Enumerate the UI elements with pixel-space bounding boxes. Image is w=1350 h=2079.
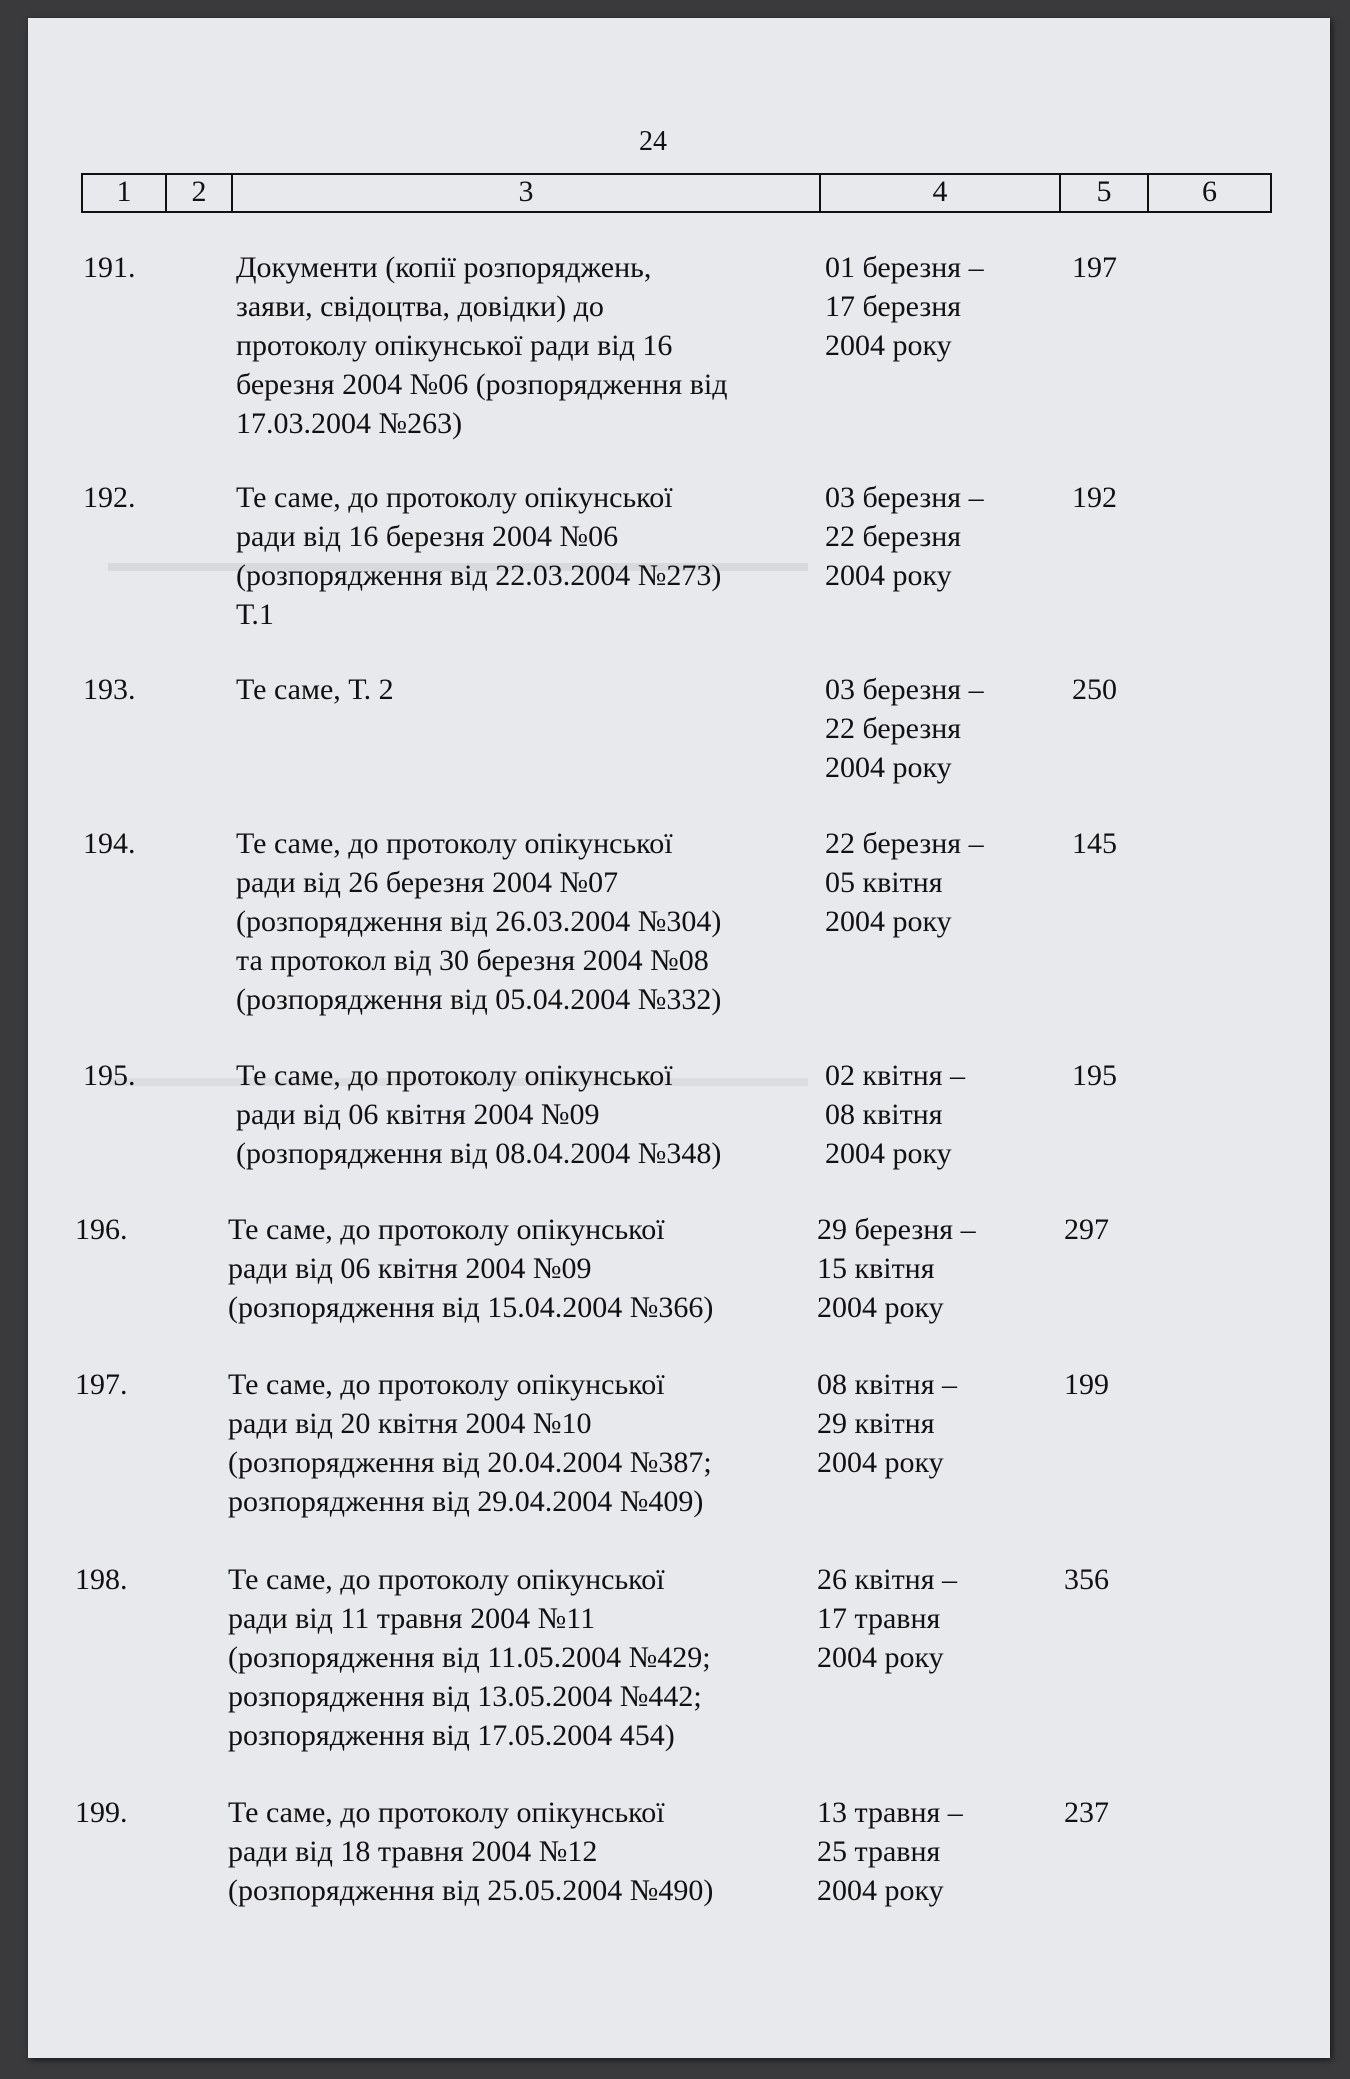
row-title xyxy=(236,248,821,443)
row-title xyxy=(228,1210,813,1327)
row-title-line: Т.1 xyxy=(236,598,274,631)
row-title-line: Те саме, до протоколу опікунської xyxy=(228,1563,665,1596)
row-title-line: ради від 16 березня 2004 №06 xyxy=(236,520,619,553)
row-number: 191. xyxy=(83,251,136,284)
row-date-line: 25 травня xyxy=(817,1835,941,1868)
row-date-line: 01 березня – xyxy=(825,251,984,284)
row-sheet-count: 195 xyxy=(1072,1059,1117,1092)
row-date-line: 15 квітня xyxy=(817,1252,935,1285)
row-title-line: (розпорядження від 22.03.2004 №273) xyxy=(236,559,722,592)
row-sheet-count: 192 xyxy=(1072,481,1117,514)
column-header-1: 1 xyxy=(83,175,167,211)
row-date-line: 26 квітня – xyxy=(817,1563,958,1596)
row-sheet-count: 199 xyxy=(1064,1368,1109,1401)
row-title-line: Те саме, до протоколу опікунської xyxy=(236,827,673,860)
row-date-range xyxy=(817,1793,1017,1910)
row-title-line: Те саме, до протоколу опікунської xyxy=(228,1796,665,1829)
row-title-line: (розпорядження від 20.04.2004 №387; xyxy=(228,1446,712,1479)
row-title-line: 17.03.2004 №263) xyxy=(236,407,463,440)
row-sheet-count: 250 xyxy=(1072,673,1117,706)
row-date-line: 22 березня xyxy=(825,520,962,553)
row-date-line: 13 травня – xyxy=(817,1796,963,1829)
column-header-2: 2 xyxy=(167,175,233,211)
row-date-line: 08 квітня xyxy=(825,1098,943,1131)
column-header-5: 5 xyxy=(1061,175,1149,211)
row-title-line: ради від 06 квітня 2004 №09 xyxy=(236,1098,600,1131)
row-title-line: (розпорядження від 25.05.2004 №490) xyxy=(228,1874,714,1907)
row-title xyxy=(236,478,821,634)
row-date-line: 08 квітня – xyxy=(817,1368,958,1401)
row-title-line: (розпорядження від 26.03.2004 №304) xyxy=(236,905,722,938)
row-title xyxy=(236,670,821,709)
row-title-line: (розпорядження від 08.04.2004 №348) xyxy=(236,1137,722,1170)
row-sheet-count: 237 xyxy=(1064,1796,1109,1829)
row-title-line: розпорядження від 29.04.2004 №409) xyxy=(228,1485,704,1518)
row-number: 193. xyxy=(83,673,136,706)
row-number: 199. xyxy=(75,1796,128,1829)
row-date-range xyxy=(825,1056,1025,1173)
row-date-line: 22 березня xyxy=(825,712,962,745)
row-sheet-count: 356 xyxy=(1064,1563,1109,1596)
row-title-line: березня 2004 №06 (розпорядження від xyxy=(236,368,728,401)
row-date-range xyxy=(817,1365,1017,1482)
row-title-line: ради від 06 квітня 2004 №09 xyxy=(228,1252,592,1285)
row-date-line: 22 березня – xyxy=(825,827,984,860)
column-header-6: 6 xyxy=(1202,175,1217,208)
row-sheet-count: 297 xyxy=(1064,1213,1109,1246)
row-date-range xyxy=(825,478,1025,595)
row-date-line: 05 квітня xyxy=(825,866,943,899)
row-date-line: 29 квітня xyxy=(817,1407,935,1440)
row-date-range xyxy=(825,824,1025,941)
row-date-line: 2004 року xyxy=(825,751,952,784)
row-number: 194. xyxy=(83,827,136,860)
row-date-line: 2004 року xyxy=(817,1291,944,1324)
row-date-line: 2004 року xyxy=(817,1641,944,1674)
row-date-range xyxy=(825,670,1025,787)
row-title-line: розпорядження від 13.05.2004 №442; xyxy=(228,1680,702,1713)
row-title-line: Те саме, до протоколу опікунської xyxy=(236,1059,673,1092)
row-date-line: 17 березня xyxy=(825,290,962,323)
row-number: 198. xyxy=(75,1563,128,1596)
row-date-line: 17 травня xyxy=(817,1602,941,1635)
row-title-line: (розпорядження від 15.04.2004 №366) xyxy=(228,1291,714,1324)
row-title-line: Документи (копії розпоряджень, xyxy=(236,251,652,284)
row-title-line: ради від 18 травня 2004 №12 xyxy=(228,1835,598,1868)
row-date-line: 2004 року xyxy=(825,559,952,592)
row-sheet-count: 197 xyxy=(1072,251,1117,284)
row-title xyxy=(228,1365,813,1521)
row-title-line: Те саме, до протоколу опікунської xyxy=(228,1213,665,1246)
row-title-line: ради від 20 квітня 2004 №10 xyxy=(228,1407,592,1440)
row-title-line: Те саме, до протоколу опікунської xyxy=(228,1368,665,1401)
row-date-line: 02 квітня – xyxy=(825,1059,966,1092)
row-date-line: 29 березня – xyxy=(817,1213,976,1246)
row-title-line: Те саме, до протоколу опікунської xyxy=(236,481,673,514)
row-date-line: 2004 року xyxy=(817,1446,944,1479)
row-title-line: ради від 11 травня 2004 №11 xyxy=(228,1602,596,1635)
row-number: 192. xyxy=(83,481,136,514)
row-number: 196. xyxy=(75,1213,128,1246)
document-page xyxy=(28,18,1330,2058)
row-title xyxy=(236,1056,821,1173)
row-title-line: заяви, свідоцтва, довідки) до xyxy=(236,290,604,323)
row-date-range xyxy=(825,248,1025,365)
row-date-range xyxy=(817,1210,1017,1327)
page-number: 24 xyxy=(639,126,667,157)
row-title xyxy=(228,1560,813,1755)
row-sheet-count: 145 xyxy=(1072,827,1117,860)
row-title-line: (розпорядження від 11.05.2004 №429; xyxy=(228,1641,711,1674)
row-title-line: та протокол від 30 березня 2004 №08 xyxy=(236,944,709,977)
row-date-line: 03 березня – xyxy=(825,481,984,514)
row-title-line: ради від 26 березня 2004 №07 xyxy=(236,866,619,899)
row-title xyxy=(228,1793,813,1910)
row-number: 197. xyxy=(75,1368,128,1401)
row-title-line: розпорядження від 17.05.2004 454) xyxy=(228,1719,675,1752)
row-title xyxy=(236,824,821,1019)
column-header-4: 4 xyxy=(821,175,1061,211)
row-date-range xyxy=(817,1560,1017,1677)
row-date-line: 2004 року xyxy=(825,905,952,938)
row-date-line: 2004 року xyxy=(825,329,952,362)
row-date-line: 2004 року xyxy=(817,1874,944,1907)
column-header-row xyxy=(81,173,1272,213)
row-date-line: 2004 року xyxy=(825,1137,952,1170)
column-header-3: 3 xyxy=(233,175,821,211)
row-title-line: (розпорядження від 05.04.2004 №332) xyxy=(236,983,722,1016)
row-title-line: Те саме, Т. 2 xyxy=(236,673,394,706)
row-date-line: 03 березня – xyxy=(825,673,984,706)
row-number: 195. xyxy=(83,1059,136,1092)
row-title-line: протоколу опікунської ради від 16 xyxy=(236,329,673,362)
